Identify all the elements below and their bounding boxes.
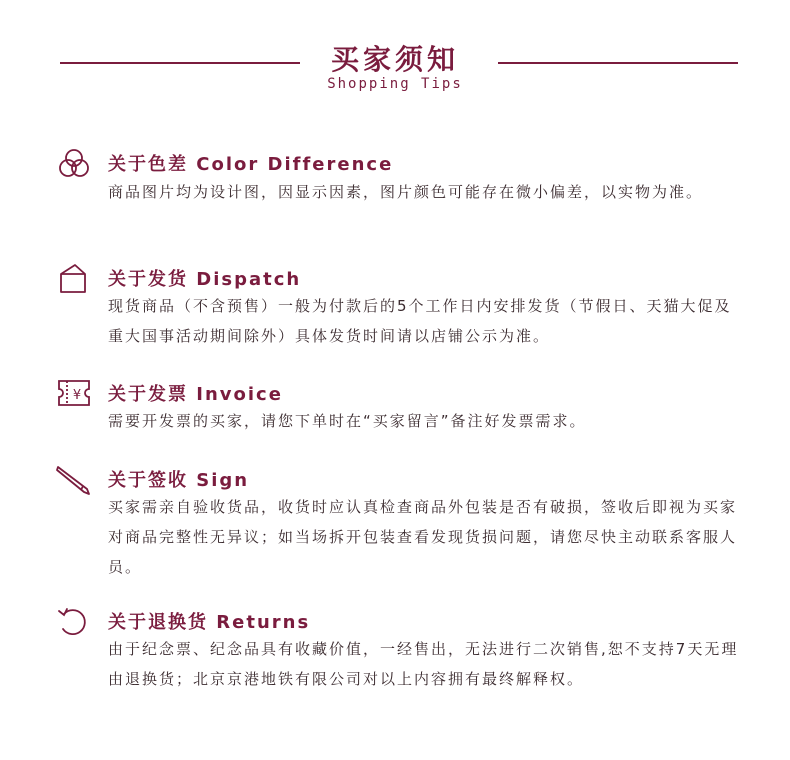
section-body: 现货商品（不含预售）一般为付款后的5个工作日内安排发货（节假日、天猫大促及重大国事活动期间除外）具体发货时间请以店铺公示为准。 <box>108 297 732 345</box>
section-heading: 关于退换货 Returns <box>108 612 311 633</box>
section-body: 由于纪念票、纪念品具有收藏价值，一经售出，无法进行二次销售,恕不支持7天无理由退换货；北京京港地铁有限公司对以上内容拥有最终解释权。 <box>108 640 739 688</box>
section-body: 商品图片均为设计图，因显示因素，图片颜色可能存在微小偏差，以实物为准。 <box>108 183 704 201</box>
section-body: 买家需亲自验收货品，收货时应认真检查商品外包装是否有破损，签收后即视为买家对商品完整性无异议；如当场拆开包装查看发现货损问题，请您尽快主动联系客服人员。 <box>108 498 738 576</box>
color-circles-icon <box>55 147 93 181</box>
page-header <box>0 0 790 120</box>
section-body: 需要开发票的买家，请您下单时在“买家留言”备注好发票需求。 <box>108 412 587 430</box>
return-arrow-icon <box>55 605 93 639</box>
page-subtitle: Shopping Tips <box>327 76 463 92</box>
pen-icon <box>55 463 93 497</box>
page-title: 买家须知 <box>330 43 459 76</box>
ticket-icon <box>55 377 93 411</box>
section-heading: 关于发票 Invoice <box>108 384 283 405</box>
section-heading: 关于发货 Dispatch <box>108 269 302 290</box>
section-heading: 关于签收 Sign <box>108 470 250 491</box>
section-heading: 关于色差 Color Difference <box>108 154 394 175</box>
svg-text:¥: ¥ <box>72 388 82 403</box>
header-rule-right <box>498 62 738 64</box>
box-icon <box>55 262 93 296</box>
